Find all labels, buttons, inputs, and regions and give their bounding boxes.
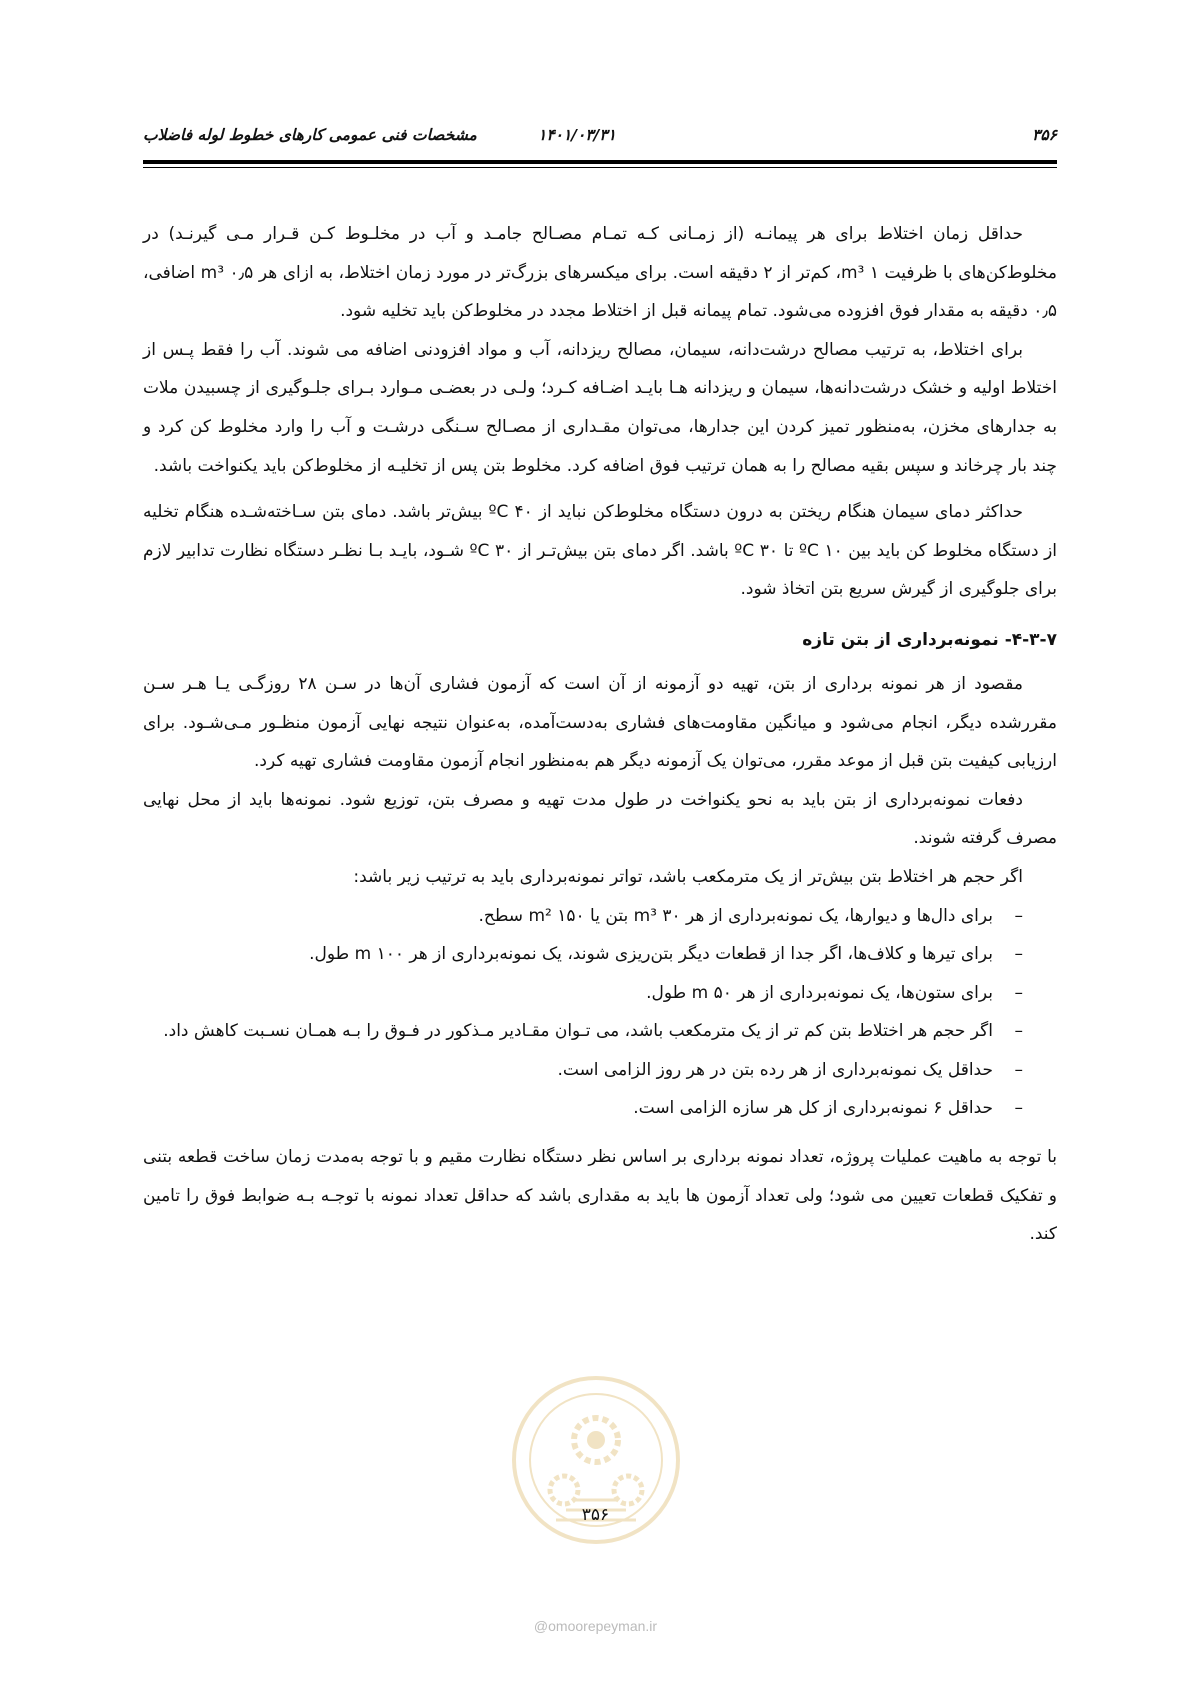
list-item-text: برای دال‌ها و دیوارها، یک نمونه‌برداری از هر ۳۰ m³ بتن یا ۱۵۰ m² سطح. [478,905,993,926]
paragraph-mixing-time: حداقل زمان اختلاط برای هر پیمانـه (از زمـانی کـه تمـام مصـالح جامـد و آب در مخلـوط کـن قـرار مـی گیرنـد) در مخلوط‌کن‌های با ظرفیت ۱ m³، کم‌تر از ۲ دقیقه است. برای میکسرهای بزرگ‌تر در مورد زمان اختلاط، به ازای هر ۰٫۵ m³ اضافی، ۰٫۵ دقیقه به مقدار فوق افزوده می‌شود. تمام پیمانه قبل از اختلاط مجدد در مخلوط‌کن باید تخلیه شود. [143,224,1057,322]
list-item [143,1051,1023,1090]
list-dash: – [1014,944,1023,965]
header-rule-thick [143,160,1057,164]
list-dash: – [1014,1021,1023,1042]
list-dash: – [1014,982,1023,1003]
header-rule-thin [143,167,1057,168]
paragraph-temperature: حداکثر دمای سیمان هنگام ریختن به درون دستگاه مخلوط‌کن نباید از ۴۰ ºC بیش‌تر باشد. دمای بتن سـاخته‌شـده هنگام تخلیه از دستگاه مخلوط کن باید بین ۱۰ ºC تا ۳۰ ºC باشد. اگر دمای بتن بیش‌تـر از ۳۰ ºC شـود، بایـد بـا نظـر دستگاه نظارت تدابیر لازم برای جلوگیری از گیرش سریع بتن اتخاذ شود. [143,502,1058,600]
list-item [143,1012,1057,1051]
list-item-text: برای تیرها و کلاف‌ها، اگر جدا از قطعات دیگر بتن‌ریزی شوند، یک نمونه‌برداری از هر ۱۰۰ m طول. [309,944,993,965]
section-heading: ۴-۳-۷- نمونه‌برداری از بتن تازه [802,629,1057,650]
header-page-number: ۳۵۶ [1032,126,1057,144]
list-item [143,1089,1023,1128]
sampling-list [143,897,1057,1013]
footer-site: @omoorepeyman.ir [533,1618,658,1634]
list-item [143,897,1023,936]
list-intro: اگر حجم هر اختلاط بتن بیش‌تر از یک مترمکعب باشد، تواتر نمونه‌برداری باید به ترتیب زیر باشد: [353,866,1023,887]
footer-page-number: ۳۵۶ [581,1505,610,1525]
sampling-list-tail [143,1051,1057,1128]
sampling-list-wide [143,1012,1057,1051]
list-dash: – [1014,1098,1023,1119]
body-content [143,215,1057,1254]
list-item-text: اگر حجم هر اختلاط بتن کم تر از یک مترمکعب باشد، می تـوان مقـادیر مـذکور در فـوق را بـه همـان نسـبت کاهش داد. [163,1021,993,1042]
page-header [143,126,1057,152]
header-title: مشخصات فنی عمومی کارهای خطوط لوله فاضلاب [143,126,477,144]
paragraph-mixing-order: برای اختلاط، به ترتیب مصالح درشت‌دانه، سیمان، مصالح ریزدانه، آب و مواد افزودنی اضافه می شوند. آب را فقط پـس از اختلاط اولیه و خشک درشت‌دانه‌ها، سیمان و ریزدانه هـا بایـد اضـافه کـرد؛ ولـی در بعضـی مـوارد بـرای جلـوگیری از چسبیدن ملات به جدارهای مخزن، به‌منظور تمیز کردن این جدارها، می‌توان مقـداری از مصـالح سـنگی درشـت و آب را وارد مخلوط کن کرد و چند بار چرخاند و سپس بقیه مصالح را به همان ترتیب فوق اضافه کرد. مخلوط بتن پس از تخلیـه از مخلوط‌کن باید یکنواخت باشد. [143,339,1057,476]
list-dash: – [1014,1059,1023,1080]
header-date: ۱۴۰۱/۰۳/۳۱ [538,126,616,144]
list-item-text: برای ستون‌ها، یک نمونه‌برداری از هر ۵۰ m طول. [646,982,993,1003]
list-item [143,974,1023,1013]
list-item-text: حداقل ۶ نمونه‌برداری از کل هر سازه الزامی است. [633,1098,993,1119]
list-dash: – [1014,905,1023,926]
list-item-text: حداقل یک نمونه‌برداری از هر رده بتن در هر روز الزامی است. [557,1059,993,1080]
list-item [143,935,1023,974]
paragraph-sampling-purpose: مقصود از هر نمونه برداری از بتن، تهیه دو آزمونه از آن است که آزمون فشاری آن‌ها در سـن ۲۸ روزگـی یـا هـر سـن مقررشده دیگر، انجام می‌شود و میانگین مقاومت‌های فشاری به‌دست‌آمده، به‌عنوان نتیجه نهایی آزمون منظـور مـی‌شـود. برای ارزیابی کیفیت بتن قبل از موعد مقرر، می‌توان یک آزمونه دیگر هم به‌منظور انجام آزمون مقاومت فشاری تهیه کرد. [143,673,1057,772]
paragraph-closing: با توجه به ماهیت عملیات پروژه، تعداد نمونه برداری بر اساس نظر دستگاه نظارت مقیم و با توجه به‌مدت زمان ساخت قطعه بتنی و تفکیک قطعات تعیین می شود؛ ولی تعداد آزمون ها باید به مقداری باشد که حداقل تعداد نمونه با توجـه بـه ضوابط فوق را تامین کند. [143,1147,1057,1245]
paragraph-sampling-frequency: دفعات نمونه‌برداری از بتن باید به نحو یکنواخت در طول مدت تهیه و مصرف بتن، توزیع شود. نمونه‌ها باید از محل نهایی مصرف گرفته شوند. [143,789,1057,849]
